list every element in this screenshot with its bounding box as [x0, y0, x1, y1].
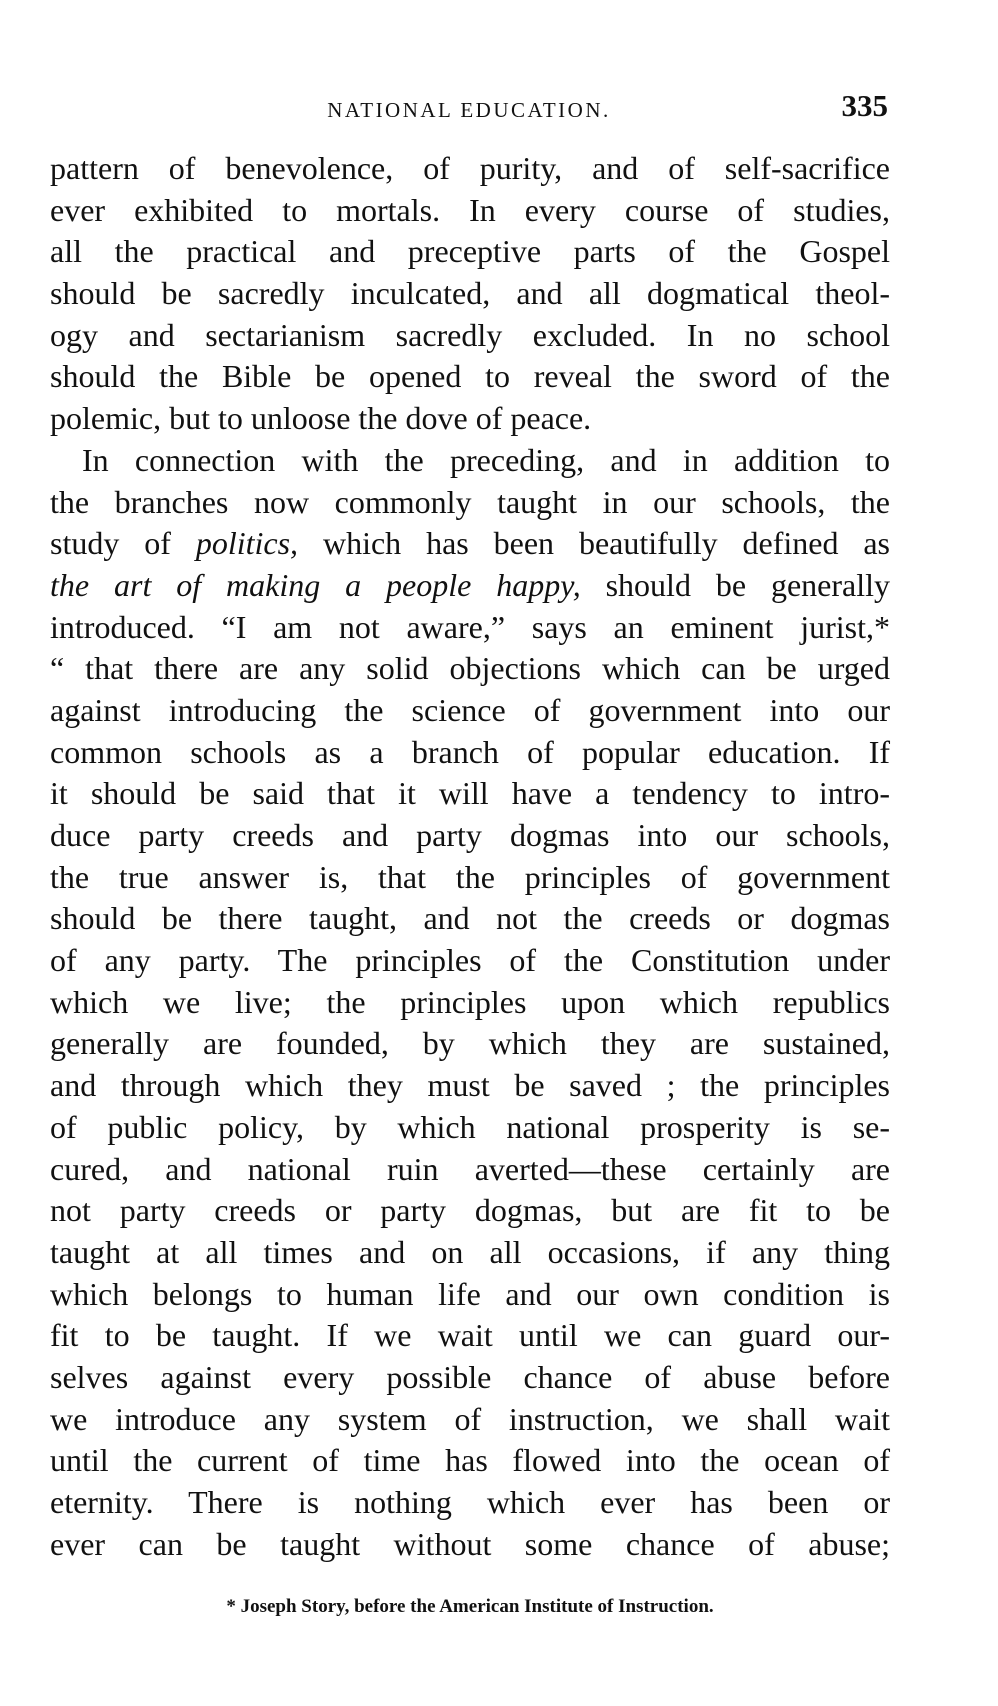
text-line: “ that there are any solid objections which can be urged: [50, 650, 890, 687]
text-line: common schools as a branch of popular education. If: [50, 733, 890, 770]
text-line: polemic, but to unloose the dove of peace.: [50, 400, 592, 437]
text-line: fit to be taught. If we wait until we can guard our-: [50, 1317, 890, 1354]
text-line: ever exhibited to mortals. In every course of studies,: [50, 191, 890, 228]
text-line: generally are founded, by which they are sustained,: [50, 1025, 890, 1062]
text-line: against introducing the science of government into our: [50, 691, 890, 728]
body-text: [50, 148, 890, 1565]
text-line: the branches now commonly taught in our schools, the: [50, 483, 890, 520]
text-line: all the practical and preceptive parts of the Gospel: [50, 233, 890, 270]
text-line: selves against every possible chance of abuse before: [50, 1358, 890, 1395]
text-line: which we live; the principles upon which republics: [50, 983, 890, 1020]
text-fragment: study of: [50, 525, 196, 562]
text-line: we introduce any system of instruction, we shall wait: [50, 1400, 890, 1437]
text-line: duce party creeds and party dogmas into our schools,: [50, 817, 890, 853]
text-line: of public policy, by which national prosperity is se-: [50, 1108, 890, 1145]
text-line: the true answer is, that the principles of government: [50, 858, 890, 895]
text-line: it should be said that it will have a tendency to intro-: [50, 775, 890, 812]
text-line: and through which they must be saved ; the principles: [50, 1067, 890, 1104]
text-line: ever can be taught without some chance of abuse;: [50, 1525, 890, 1562]
text-line: should the Bible be opened to reveal the sword of the: [50, 358, 890, 395]
running-head: [50, 88, 888, 128]
text-line: until the current of time has flowed into the ocean of: [50, 1442, 890, 1479]
text-line: which belongs to human life and our own condition is: [50, 1275, 890, 1312]
text-fragment: should be generally: [580, 566, 891, 603]
running-title: NATIONAL EDUCATION.: [327, 98, 611, 122]
text-line: pattern of benevolence, of purity, and of self-sacrifice: [50, 150, 890, 186]
text-line: not party creeds or party dogmas, but are fit to be: [50, 1192, 890, 1229]
text-line: In connection with the preceding, and in addition to: [82, 441, 890, 478]
text-line: taught at all times and on all occasions, if any thing: [50, 1233, 890, 1270]
italic-term: politics,: [195, 525, 299, 562]
text-line: should be there taught, and not the creeds or dogmas: [50, 900, 890, 937]
text-line: introduced. “I am not aware,” says an eminent jurist,*: [50, 608, 890, 645]
text-line: eternity. There is nothing which ever has been or: [50, 1484, 890, 1520]
footnote: * Joseph Story, before the American Institute of Instruction.: [226, 1596, 714, 1617]
text-line-with-italic: [50, 523, 890, 565]
page-number: 335: [841, 88, 888, 123]
text-line-with-italic: [50, 565, 890, 607]
text-line: cured, and national ruin averted—these certainly are: [50, 1150, 890, 1187]
text-line: of any party. The principles of the Constitution under: [50, 942, 890, 979]
italic-definition: the art of making a people happy,: [50, 566, 581, 603]
text-line: ogy and sectarianism sacredly excluded. In no school: [50, 316, 890, 353]
text-fragment: which has been beautifully defined as: [298, 525, 891, 562]
text-line: should be sacredly inculcated, and all dogmatical theol-: [50, 275, 890, 312]
